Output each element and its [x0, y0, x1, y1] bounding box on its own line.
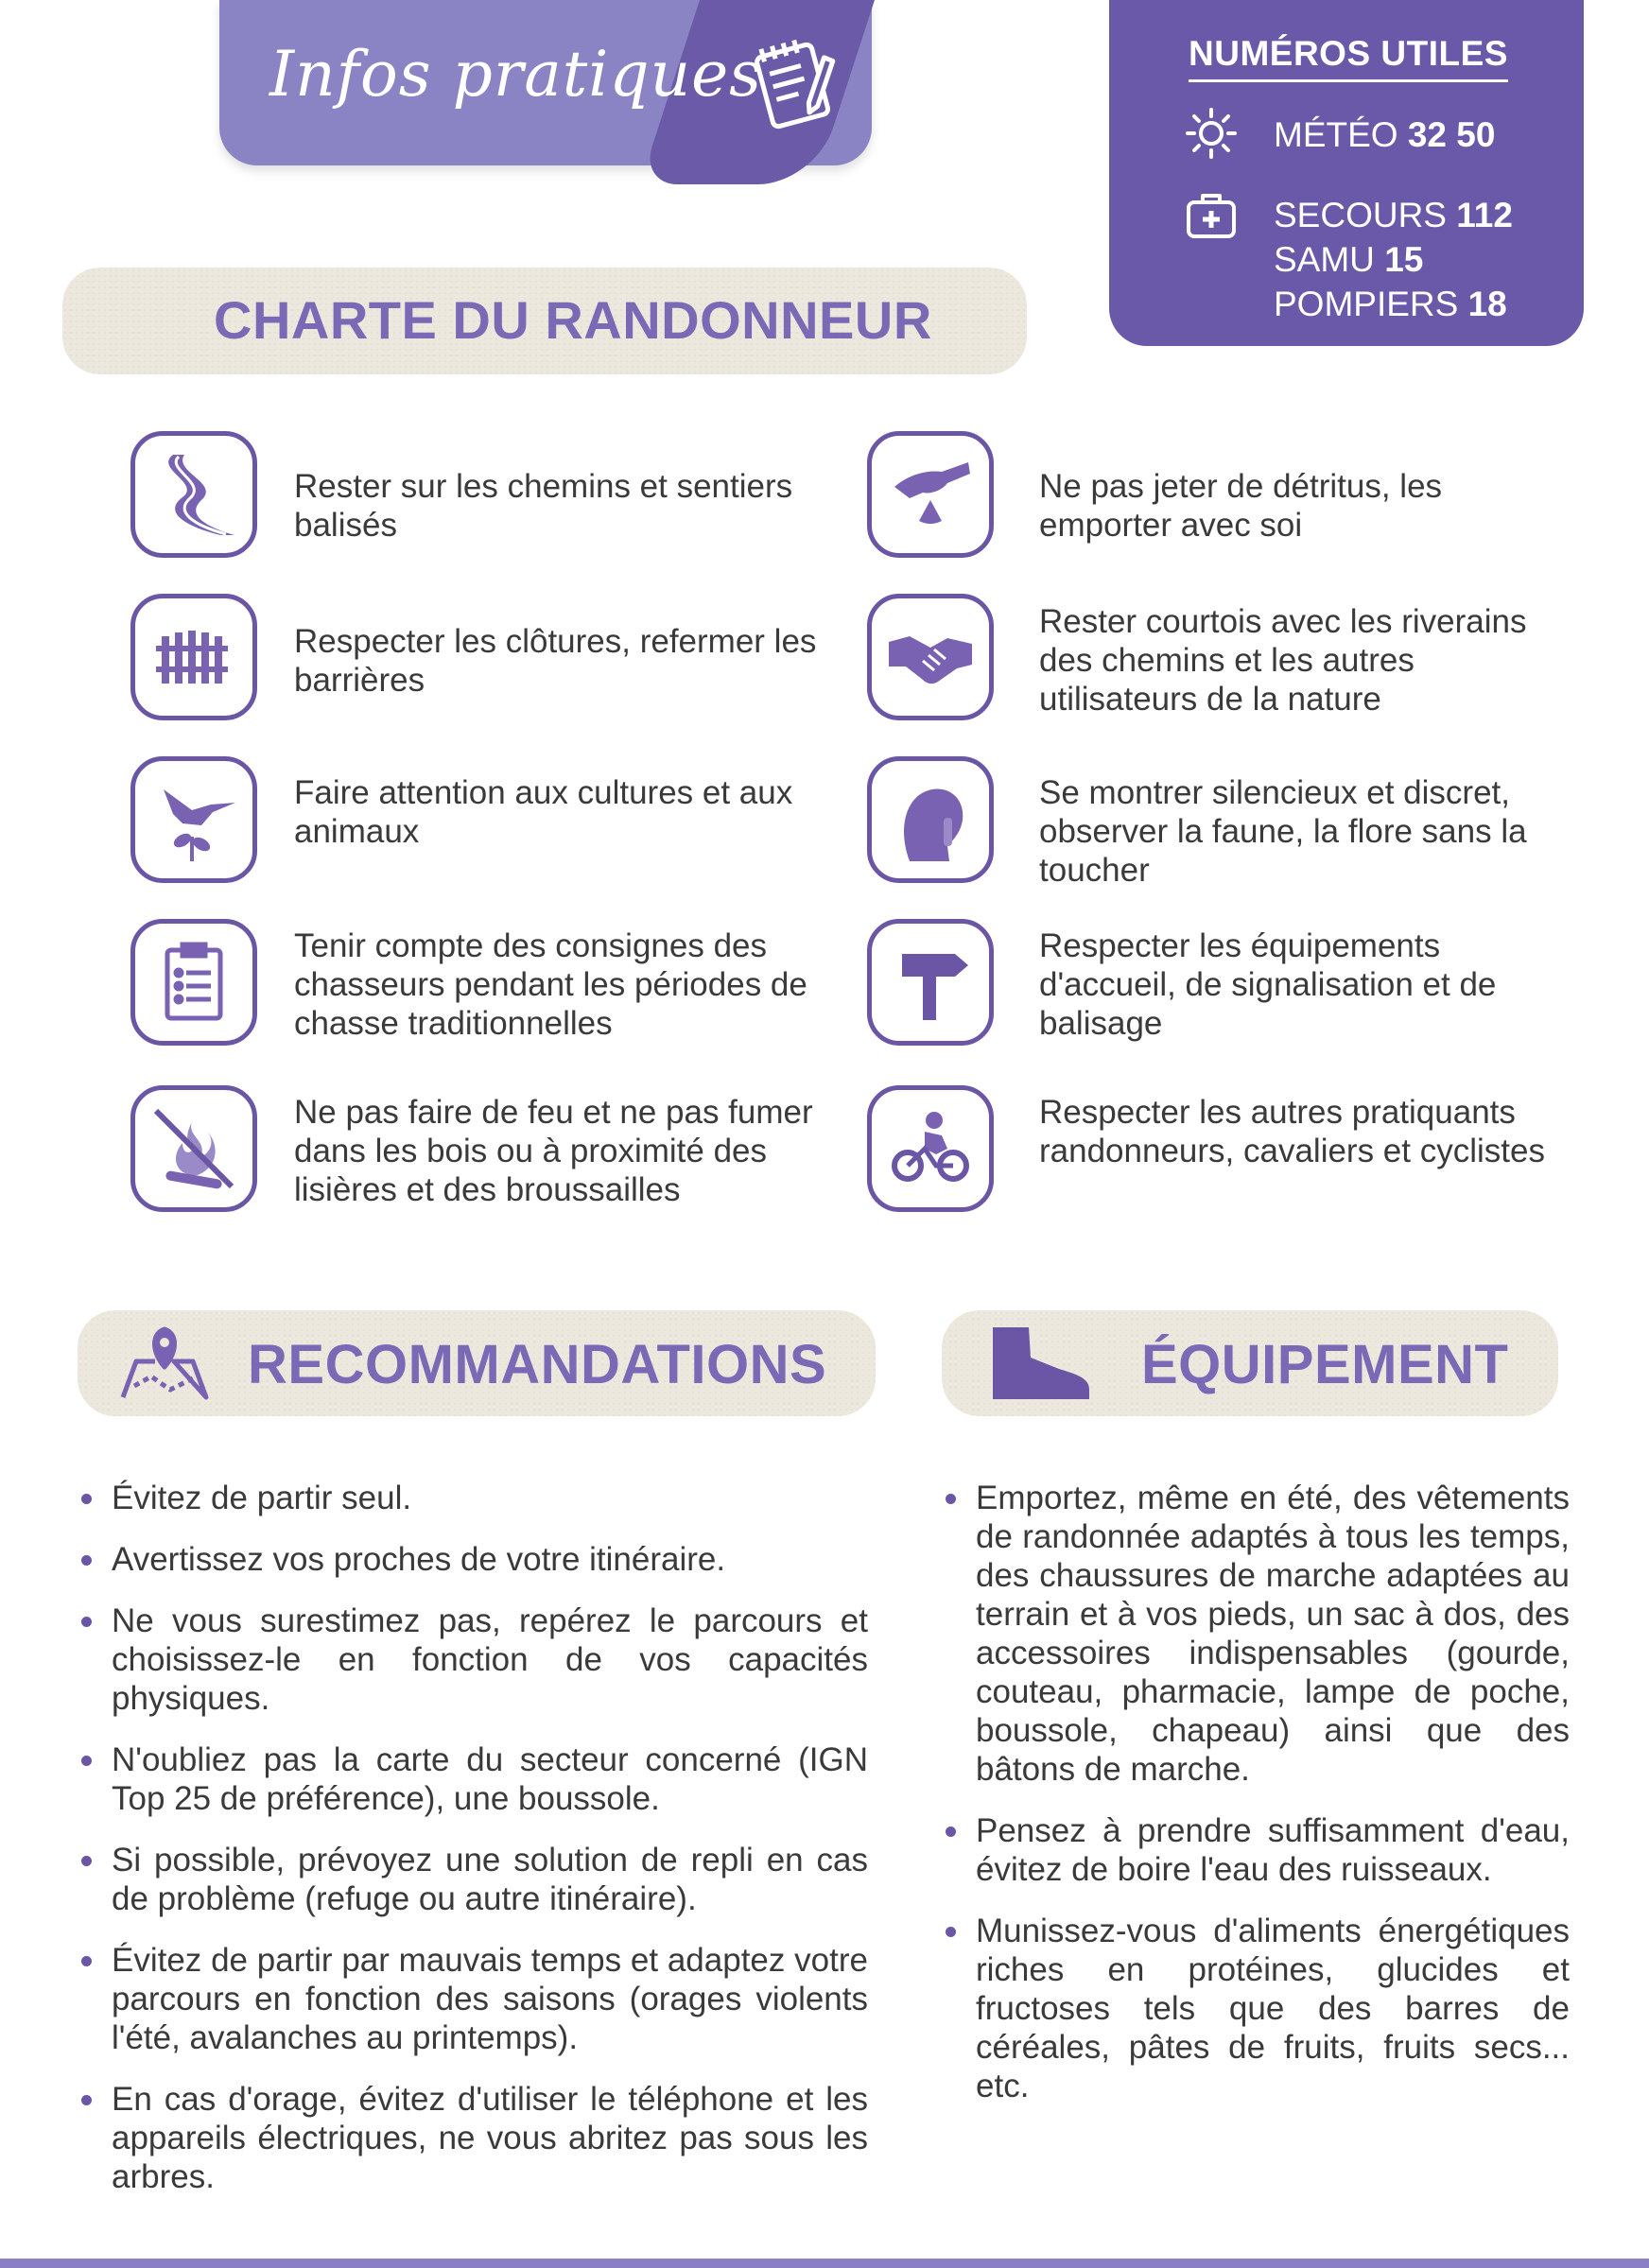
list-item: Évitez de partir par mauvais temps et adaptez votre parcours en fonction des saisons (orages violents l'été, avalanches au printemps). [79, 1941, 868, 2057]
recommandations-list [79, 1479, 868, 2219]
page-title: Infos pratiques [269, 38, 763, 111]
secours-number [1274, 196, 1513, 235]
recommandations-title: RECOMMANDATIONS [248, 1334, 827, 1395]
samu-value: 15 [1384, 240, 1424, 279]
hand-litter-icon [867, 431, 994, 558]
meteo-number [1274, 115, 1495, 155]
cyclist-icon [867, 1085, 994, 1212]
charter-item-crops-animals: Faire attention aux cultures et aux animaux [294, 774, 793, 850]
signpost-icon [867, 919, 994, 1046]
list-item: Ne vous surestimez pas, repérez le parcours et choisissez-le en fonction de vos capacités physiques. [79, 1601, 868, 1718]
samu-number [1274, 240, 1423, 280]
first-aid-kit-icon [1184, 187, 1239, 242]
pompiers-value: 18 [1467, 285, 1507, 323]
no-fire-icon [130, 1085, 257, 1212]
pompiers-number [1274, 285, 1507, 324]
clipboard-icon [130, 919, 257, 1046]
silence-face-icon [867, 756, 994, 883]
meteo-value: 32 50 [1407, 115, 1496, 154]
map-pin-icon [113, 1320, 212, 1405]
charter-item-hunters: Tenir compte des consignes des chasseurs pendant les périodes de chasse traditionnelles [294, 927, 807, 1042]
charter-item-silent: Se montrer silencieux et discret, observer la faune, la flore sans la toucher [1039, 774, 1527, 889]
charter-item-no-litter: Ne pas jeter de détritus, les emporter avec soi [1039, 468, 1443, 544]
list-item: N'oubliez pas la carte du secteur concerné (IGN Top 25 de préférence), une boussole. [79, 1740, 868, 1818]
secours-label: SECOURS [1274, 196, 1447, 234]
samu-label: SAMU [1274, 240, 1375, 279]
hiking-boot-icon [983, 1320, 1095, 1405]
list-item: Si possible, prévoyez une solution de repli en cas de problème (refuge ou autre itinéraire). [79, 1841, 868, 1918]
bird-plant-icon [130, 756, 257, 883]
list-item: Évitez de partir seul. [79, 1479, 868, 1517]
bottom-bar [0, 2259, 1649, 2268]
meteo-label: MÉTÉO [1274, 115, 1398, 154]
list-item: Emportez, même en été, des vêtements de randonnée adaptés à tous les temps, des chaussures de marche adaptées au terrain et à vos pieds, un sac à dos, des accessoires indispensables (gourde, couteau, pharmacie, lampe de poche, boussole, chapeau) ainsi que des bâtons de marche. [944, 1479, 1570, 1789]
list-item: Pensez à prendre suffisamment d'eau, évitez de boire l'eau des ruisseaux. [944, 1811, 1570, 1889]
pompiers-label: POMPIERS [1274, 285, 1459, 323]
handshake-icon [867, 594, 994, 720]
charter-item-no-fire: Ne pas faire de feu et ne pas fumer dans les bois ou à proximité des lisières et des broussailles [294, 1094, 813, 1208]
charter-item-fences: Respecter les clôtures, refermer les barrières [294, 623, 817, 699]
winding-path-icon [130, 431, 257, 558]
charter-item-courteous: Rester courtois avec les riverains des chemins et les autres utilisateurs de la nature [1039, 603, 1527, 718]
charter-item-equipment: Respecter les équipements d'accueil, de signalisation et de balisage [1039, 927, 1497, 1042]
sun-icon [1184, 106, 1239, 161]
equipement-list [944, 1479, 1570, 2128]
charter-item-other-users: Respecter les autres pratiquants randonneurs, cavaliers et cyclistes [1039, 1094, 1545, 1169]
charter-title: CHARTE DU RANDONNEUR [214, 290, 932, 350]
charter-item-stay-on-trails: Rester sur les chemins et sentiers balisés [294, 468, 793, 544]
useful-numbers-title: NUMÉROS UTILES [1189, 34, 1508, 82]
equipement-title: ÉQUIPEMENT [1141, 1334, 1509, 1395]
secours-value: 112 [1456, 196, 1513, 234]
list-item: Munissez-vous d'aliments énergétiques riches en protéines, glucides et fructoses tels que des barres de céréales, pâtes de fruits, fruits secs... etc. [944, 1912, 1570, 2105]
list-item: En cas d'orage, évitez d'utiliser le téléphone et les appareils électriques, ne vous abritez pas sous les arbres. [79, 2080, 868, 2196]
list-item: Avertissez vos proches de votre itinéraire. [79, 1540, 868, 1579]
fence-icon [130, 594, 257, 720]
notepad-pencil-icon [738, 28, 851, 142]
